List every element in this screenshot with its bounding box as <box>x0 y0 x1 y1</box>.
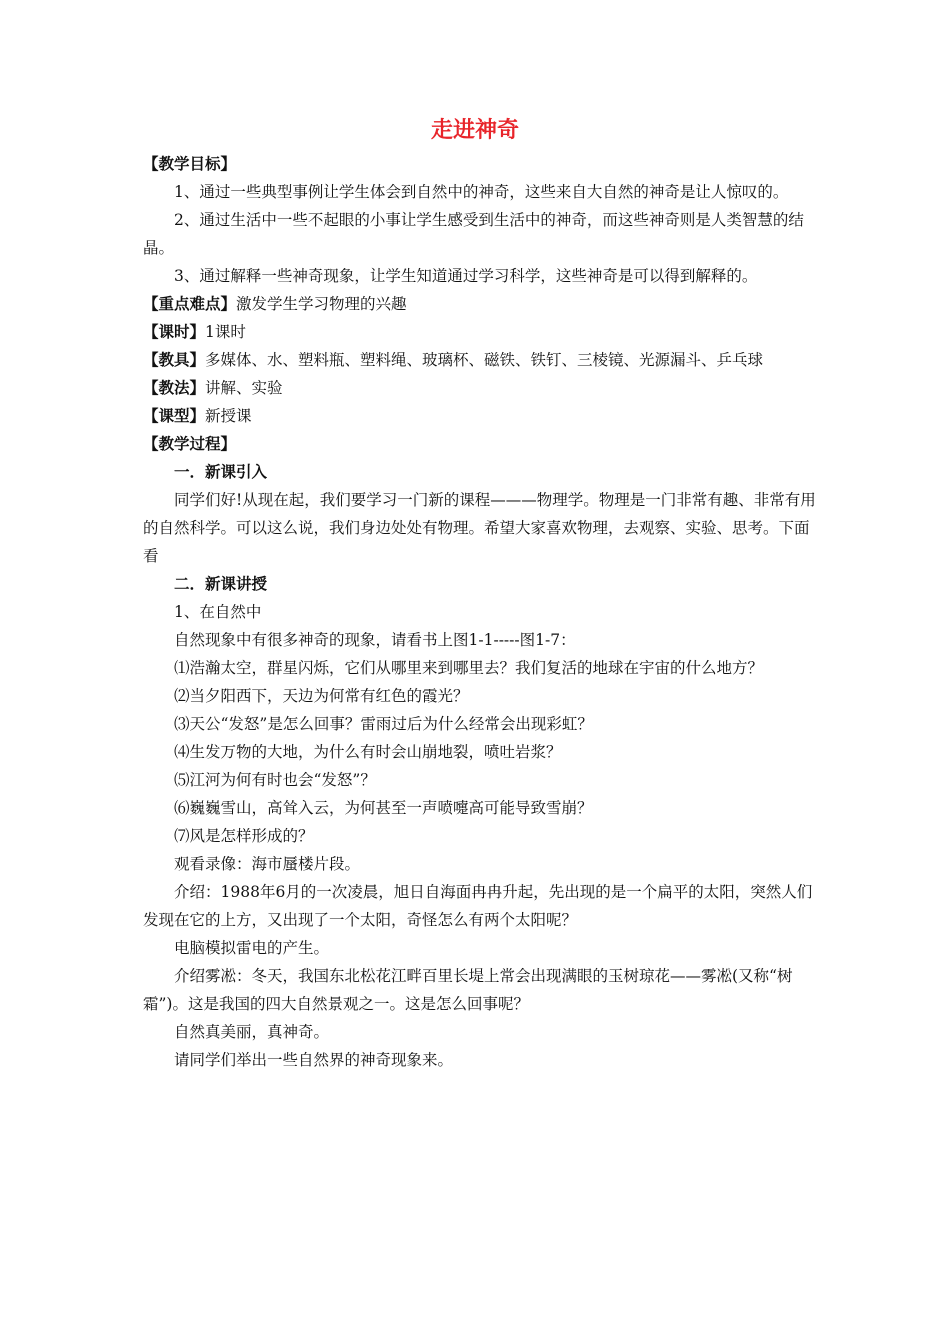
document-title: 走进神奇 <box>430 118 519 143</box>
meta-label: 【重点难点】 <box>143 295 237 313</box>
meta-label: 【课时】 <box>143 323 206 341</box>
question-item: ⑷生发万物的大地，为什么有时会山崩地裂，喷吐岩浆？ <box>174 743 562 761</box>
body-paragraph: 电脑模拟雷电的产生。 <box>174 939 330 957</box>
meta-value: 激发学生学习物理的兴趣 <box>236 295 407 313</box>
meta-lesson-type <box>143 402 823 430</box>
meta-label: 【课型】 <box>143 407 206 425</box>
meta-teaching-method <box>143 374 823 402</box>
objective-item: 1、通过一些典型事例让学生体会到自然中的神奇，这些来自大自然的神奇是让人惊叹的。 <box>174 183 789 201</box>
objective-item: 2、通过生活中一些不起眼的小事让学生感受到生活中的神奇，而这些神奇则是人类智慧的结晶。 <box>143 211 804 257</box>
process-label: 【教学过程】 <box>143 435 237 453</box>
body-paragraph: 自然真美丽，真神奇。 <box>174 1023 330 1041</box>
section1-text: 同学们好!从现在起，我们要学习一门新的课程———物理学。物理是一门非常有趣、非常有用的自然科学。可以这么说，我们身边处处有物理。希望大家喜欢物理，去观察、实验、思考。下面看 <box>143 491 816 565</box>
meta-value: 新授课 <box>205 407 252 425</box>
question-item: ⑺风是怎样形成的？ <box>174 827 314 845</box>
body-paragraph: 观看录像：海市蜃楼片段。 <box>174 855 361 873</box>
section2-intro: 自然现象中有很多神奇的现象，请看书上图1-1-----图1-7： <box>174 631 576 649</box>
question-item: ⑴浩瀚太空，群星闪烁，它们从哪里来到哪里去？我们复活的地球在宇宙的什么地方？ <box>174 659 764 677</box>
section1-heading: 一．新课引入 <box>174 463 268 481</box>
objectives-label: 【教学目标】 <box>143 155 237 173</box>
question-item: ⑸江河为何有时也会“发怒”？ <box>174 771 376 789</box>
meta-lesson-hours <box>143 318 823 346</box>
question-item: ⑵当夕阳西下，天边为何常有红色的霞光？ <box>174 687 469 705</box>
section2-sub1: 1、在自然中 <box>174 603 262 621</box>
meta-label: 【教具】 <box>143 351 206 369</box>
question-item: ⑶天公“发怒”是怎么回事？雷雨过后为什么经常会出现彩虹？ <box>174 715 593 733</box>
meta-value: 1课时 <box>205 323 246 341</box>
question-item: ⑹巍巍雪山，高耸入云，为何甚至一声喷嚏高可能导致雪崩？ <box>174 799 593 817</box>
meta-teaching-aids <box>143 346 823 374</box>
body-paragraph: 介绍雾凇：冬天，我国东北松花江畔百里长堤上常会出现满眼的玉树琼花——雾凇(又称“树霜”)。这是我国的四大自然景观之一。这是怎么回事呢？ <box>143 967 793 1013</box>
meta-key-difficulty <box>143 290 823 318</box>
meta-label: 【教法】 <box>143 379 206 397</box>
objective-item: 3、通过解释一些神奇现象，让学生知道通过学习科学，这些神奇是可以得到解释的。 <box>174 267 758 285</box>
document-body <box>143 150 823 1074</box>
section2-heading: 二．新课讲授 <box>174 575 268 593</box>
body-paragraph: 介绍：1988年6月的一次凌晨，旭日自海面冉冉升起，先出现的是一个扁平的太阳，突然人们发现在它的上方，又出现了一个太阳，奇怪怎么有两个太阳呢？ <box>143 883 813 929</box>
meta-value: 讲解、实验 <box>205 379 283 397</box>
meta-value: 多媒体、水、塑料瓶、塑料绳、玻璃杯、磁铁、铁钉、三棱镜、光源漏斗、乒乓球 <box>205 351 764 369</box>
body-paragraph: 请同学们举出一些自然界的神奇现象来。 <box>174 1051 454 1069</box>
